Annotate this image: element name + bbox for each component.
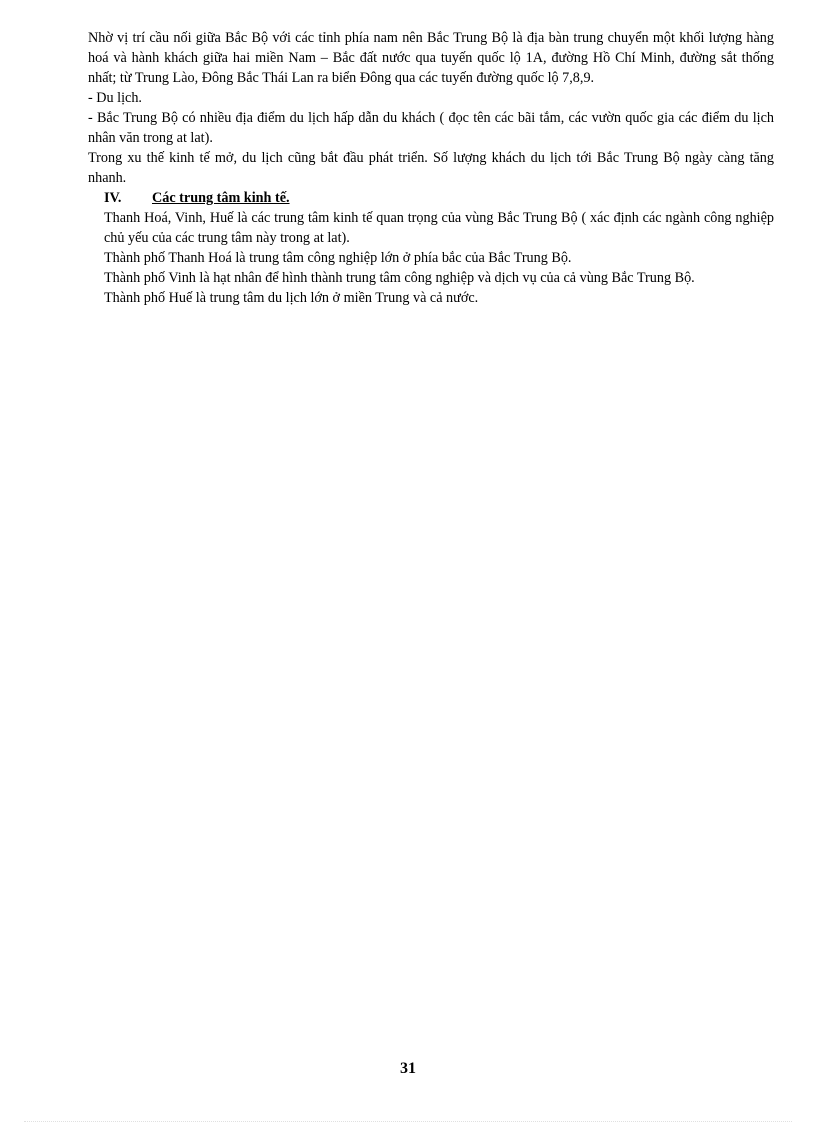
paragraph-tourism-label: - Du lịch. (88, 90, 142, 106)
paragraph-tourism-growth: Trong xu thế kinh tế mở, du lịch cũng bắt đầu phát triển. Số lượng khách du lịch tới Bắc Trung Bộ ngày càng tăng nhanh. (88, 150, 774, 186)
paragraph-tourism-sites: - Bắc Trung Bộ có nhiều địa điểm du lịch hấp dẫn du khách ( đọc tên các bãi tắm, các vườn quốc gia các điểm du lịch nhân văn trong at lat). (88, 110, 774, 146)
paragraph-centers-intro: Thanh Hoá, Vinh, Huế là các trung tâm kinh tế quan trọng của vùng Bắc Trung Bộ ( xác định các ngành công nghiệp chủ yếu của các trung tâm này trong at lat). (104, 210, 774, 246)
page-body (88, 28, 774, 308)
paragraph-vinh: Thành phố Vinh là hạt nhân để hình thành trung tâm công nghiệp và dịch vụ của cả vùng Bắc Trung Bộ. (104, 270, 695, 286)
paragraph-transit: Nhờ vị trí cầu nối giữa Bắc Bộ với các tỉnh phía nam nên Bắc Trung Bộ là địa bàn trung chuyển một khối lượng hàng hoá và hành khách giữa hai miền Nam – Bắc đất nước qua tuyến quốc lộ 1A, đường Hồ Chí Minh, đường sắt thống nhất; từ Trung Lào, Đông Bắc Thái Lan ra biển Đông qua các tuyến đường quốc lộ 7,8,9. (88, 30, 774, 86)
section-number: IV. (104, 190, 122, 206)
footer-divider (24, 1121, 792, 1122)
paragraph-thanh-hoa: Thành phố Thanh Hoá là trung tâm công nghiệp lớn ở phía bắc của Bắc Trung Bộ. (104, 250, 572, 266)
section-heading (88, 188, 774, 208)
page-number: 31 (400, 1060, 416, 1077)
paragraph-hue: Thành phố Huế là trung tâm du lịch lớn ở miền Trung và cả nước. (104, 290, 479, 306)
section-title: Các trung tâm kinh tế. (152, 190, 290, 206)
